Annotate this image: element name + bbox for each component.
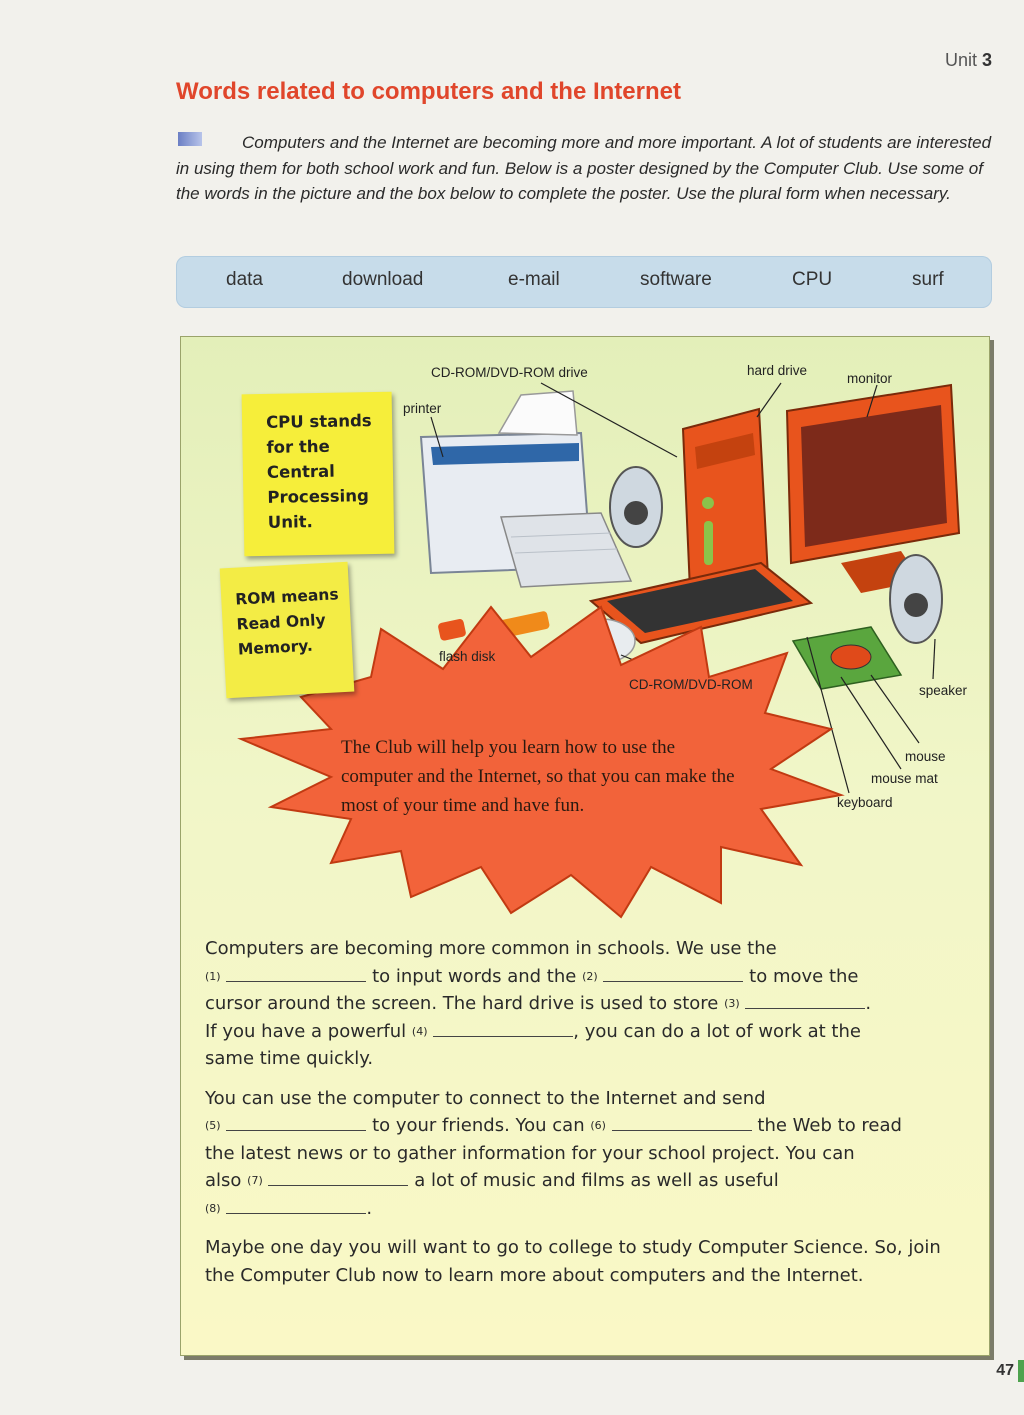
label-hard-drive: hard drive [747, 363, 808, 378]
cpu-note-line: Central [266, 461, 335, 482]
text-run: same time quickly. [205, 1048, 374, 1069]
text-run: Computers are becoming more common in schools. We use the [205, 938, 777, 959]
cpu-note-line: Unit. [267, 512, 313, 532]
text-run: the latest news or to gather information for your school project. You can [205, 1142, 855, 1164]
monitor-illustration [787, 385, 959, 593]
page-number-bar [1018, 1360, 1024, 1382]
label-speaker: speaker [919, 683, 968, 698]
blank-8[interactable] [226, 1195, 366, 1214]
label-mouse: mouse [905, 749, 946, 764]
rom-note-line: Memory. [237, 636, 314, 659]
blank-number: (2) [582, 969, 598, 983]
text-run: cursor around the screen. The hard drive is used to store [205, 993, 719, 1014]
unit-number: 3 [981, 50, 992, 70]
printer-illustration [421, 391, 631, 587]
text-run: If you have a powerful [205, 1020, 407, 1042]
label-mouse-mat: mouse mat [871, 771, 938, 786]
text-run: , you can do a lot of work at the [573, 1020, 861, 1042]
blank-number: (7) [247, 1174, 263, 1187]
blank-number: (6) [590, 1119, 606, 1132]
blank-2[interactable] [603, 963, 743, 982]
unit-label [945, 50, 992, 71]
word-box-item: e-mail [508, 269, 560, 290]
blank-number: (3) [724, 997, 740, 1010]
blank-number: (1) [205, 969, 221, 983]
paragraph-3: Maybe one day you will want to go to college to study Computer Science. So, join the Computer Club now to learn more about computers and the Internet. [205, 1237, 941, 1286]
cpu-note-line: Processing [267, 486, 369, 507]
cpu-note [242, 392, 395, 557]
word-box [176, 256, 992, 308]
label-cdrom: CD-ROM/DVD-ROM [629, 677, 753, 692]
word-box-item: CPU [792, 269, 833, 290]
text-run: to move the [749, 965, 859, 987]
text-run: a lot of music and films as well as useful [414, 1170, 779, 1191]
page-number: 47 [996, 1362, 1014, 1379]
label-cdrom-drive: CD-ROM/DVD-ROM drive [431, 365, 588, 380]
intro-text: Computers and the Internet are becoming more and more important. A lot of students are interested in using them for both school work and fun. Below is a poster designed by the Computer Club. Use some of the words in the picture and the box below to complete the poster. Use the plural form when necessary. [176, 133, 992, 203]
word-box-item: download [342, 269, 424, 290]
section-title: Words related to computers and the Internet [176, 78, 681, 105]
cpu-note-line: for the [266, 436, 330, 457]
rom-note [220, 562, 355, 699]
text-run: to input words and the [372, 965, 577, 987]
label-printer: printer [403, 401, 442, 416]
paragraph-2 [205, 1085, 965, 1223]
poster [180, 336, 990, 1356]
label-monitor: monitor [847, 371, 893, 386]
burst-text: The Club will help you learn how to use the computer and the Internet, so that you can make the most of your time and have fun. [341, 737, 735, 816]
paragraph-1 [205, 935, 965, 1073]
text-run: You can use the computer to connect to the Internet and send [205, 1087, 766, 1109]
blank-1[interactable] [226, 963, 366, 982]
poster-body-text [205, 935, 965, 1301]
blank-number: (4) [411, 1024, 428, 1038]
word-box-item: surf [912, 269, 944, 290]
blank-5[interactable] [226, 1112, 366, 1131]
rom-note-line: Read Only [236, 610, 327, 634]
text-run: to your friends. You can [372, 1115, 585, 1136]
text-run: the Web to read [757, 1115, 902, 1136]
text-run: also [205, 1170, 242, 1191]
blank-4[interactable] [433, 1018, 573, 1037]
label-flash-disk: flash disk [439, 649, 496, 664]
blank-3[interactable] [745, 990, 865, 1009]
rom-note-line: ROM means [234, 585, 339, 609]
word-box-item: software [640, 269, 712, 290]
blank-number: (8) [205, 1201, 221, 1215]
text-run: . [865, 993, 872, 1014]
unit-word: Unit [944, 50, 977, 70]
mouse-illustration [831, 645, 871, 669]
word-box-item: data [226, 269, 263, 290]
blank-6[interactable] [612, 1112, 752, 1131]
cpu-note-line: CPU stands [265, 411, 372, 432]
blank-7[interactable] [268, 1167, 408, 1186]
label-keyboard: keyboard [837, 795, 893, 810]
text-run: . [366, 1197, 373, 1219]
blank-number: (5) [205, 1119, 221, 1132]
